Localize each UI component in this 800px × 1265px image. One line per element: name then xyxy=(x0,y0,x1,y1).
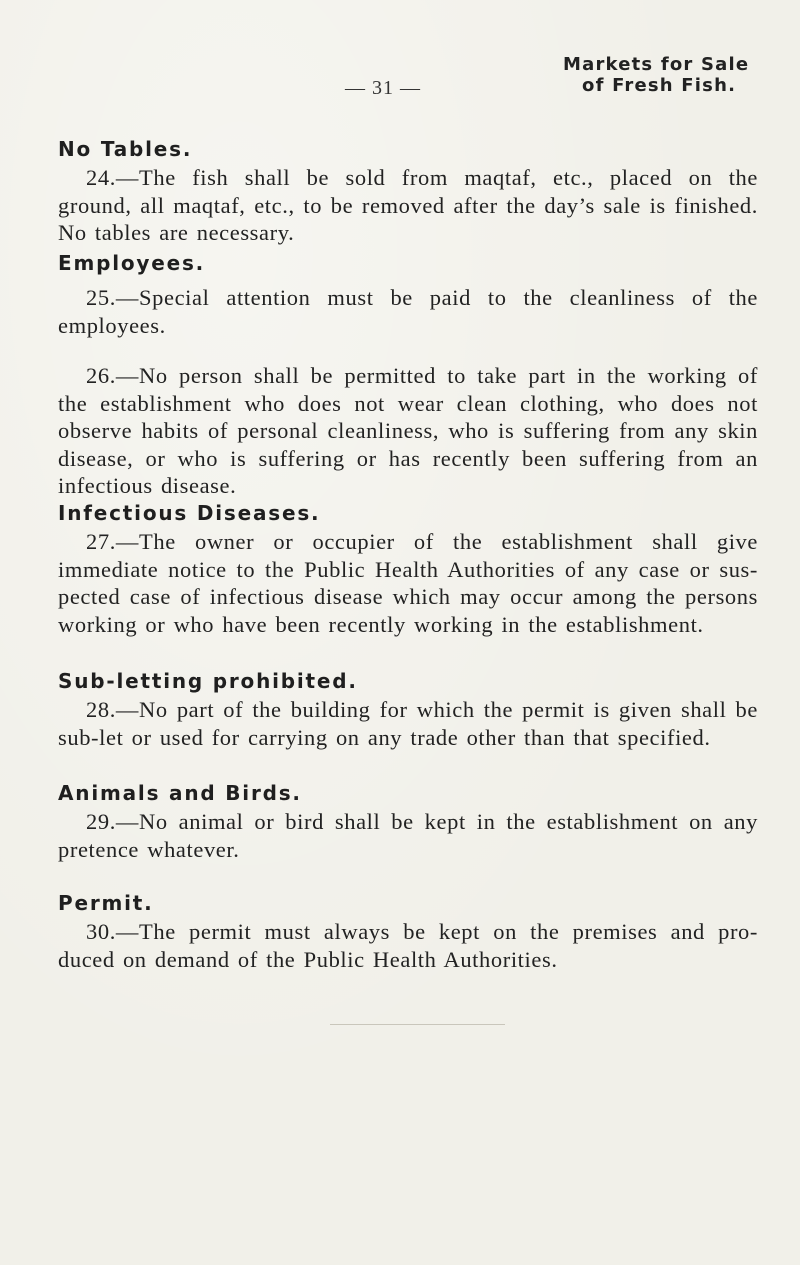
section-paragraph: 27.—The owner or occupier of the establishment shall give immediate notice to the Public Health Authorities of any case or sus-pected case of infectious disease which may occur among the persons working or who have been recently working in the establishment. xyxy=(58,529,758,637)
section-heading: Infectious Diseases. xyxy=(58,501,321,525)
section-paragraph: 30.—The permit must always be kept on the premises and pro-duced on demand of the Public Health Authorities. xyxy=(58,919,758,972)
running-head xyxy=(563,54,793,96)
section-no-tables xyxy=(58,136,758,247)
section-infectious-diseases xyxy=(58,500,758,638)
section-paragraph: 25.—Special attention must be paid to the cleanliness of the employees. xyxy=(58,285,758,338)
section-heading: Employees. xyxy=(58,251,206,275)
section-paragraph: 28.—No part of the building for which the permit is given shall be sub-let or used for carrying on any trade other than that specified. xyxy=(58,697,758,750)
section-permit xyxy=(58,890,758,973)
running-head-line-2: of Fresh Fish. xyxy=(582,75,737,96)
section-paragraph: 24.—The fish shall be sold from maqtaf, etc., placed on the ground, all maqtaf, etc., to be removed after the day’s sale is finished. No tables are necessary. xyxy=(58,165,758,245)
page-number: — 31 — xyxy=(345,77,421,99)
section-heading: Animals and Birds. xyxy=(58,781,302,805)
section-heading: Sub-letting prohibited. xyxy=(58,669,358,693)
section-employees-clothing xyxy=(58,362,758,500)
section-animals-birds xyxy=(58,780,758,863)
section-employees xyxy=(58,250,758,339)
running-head-line-1: Markets for Sale xyxy=(563,54,750,75)
section-heading: Permit. xyxy=(58,891,154,915)
section-heading: No Tables. xyxy=(58,137,193,161)
divider-rule xyxy=(330,1024,505,1025)
section-sub-letting xyxy=(58,668,758,751)
section-paragraph: 29.—No animal or bird shall be kept in the establishment on any pretence whatever. xyxy=(58,809,758,862)
section-paragraph: 26.—No person shall be permitted to take part in the working of the establishment who does not wear clean clothing, who does not observe habits of personal cleanliness, who is suffering from any skin disease, or who is suffering or has recently been suffering from an infectious disease. xyxy=(58,363,758,498)
